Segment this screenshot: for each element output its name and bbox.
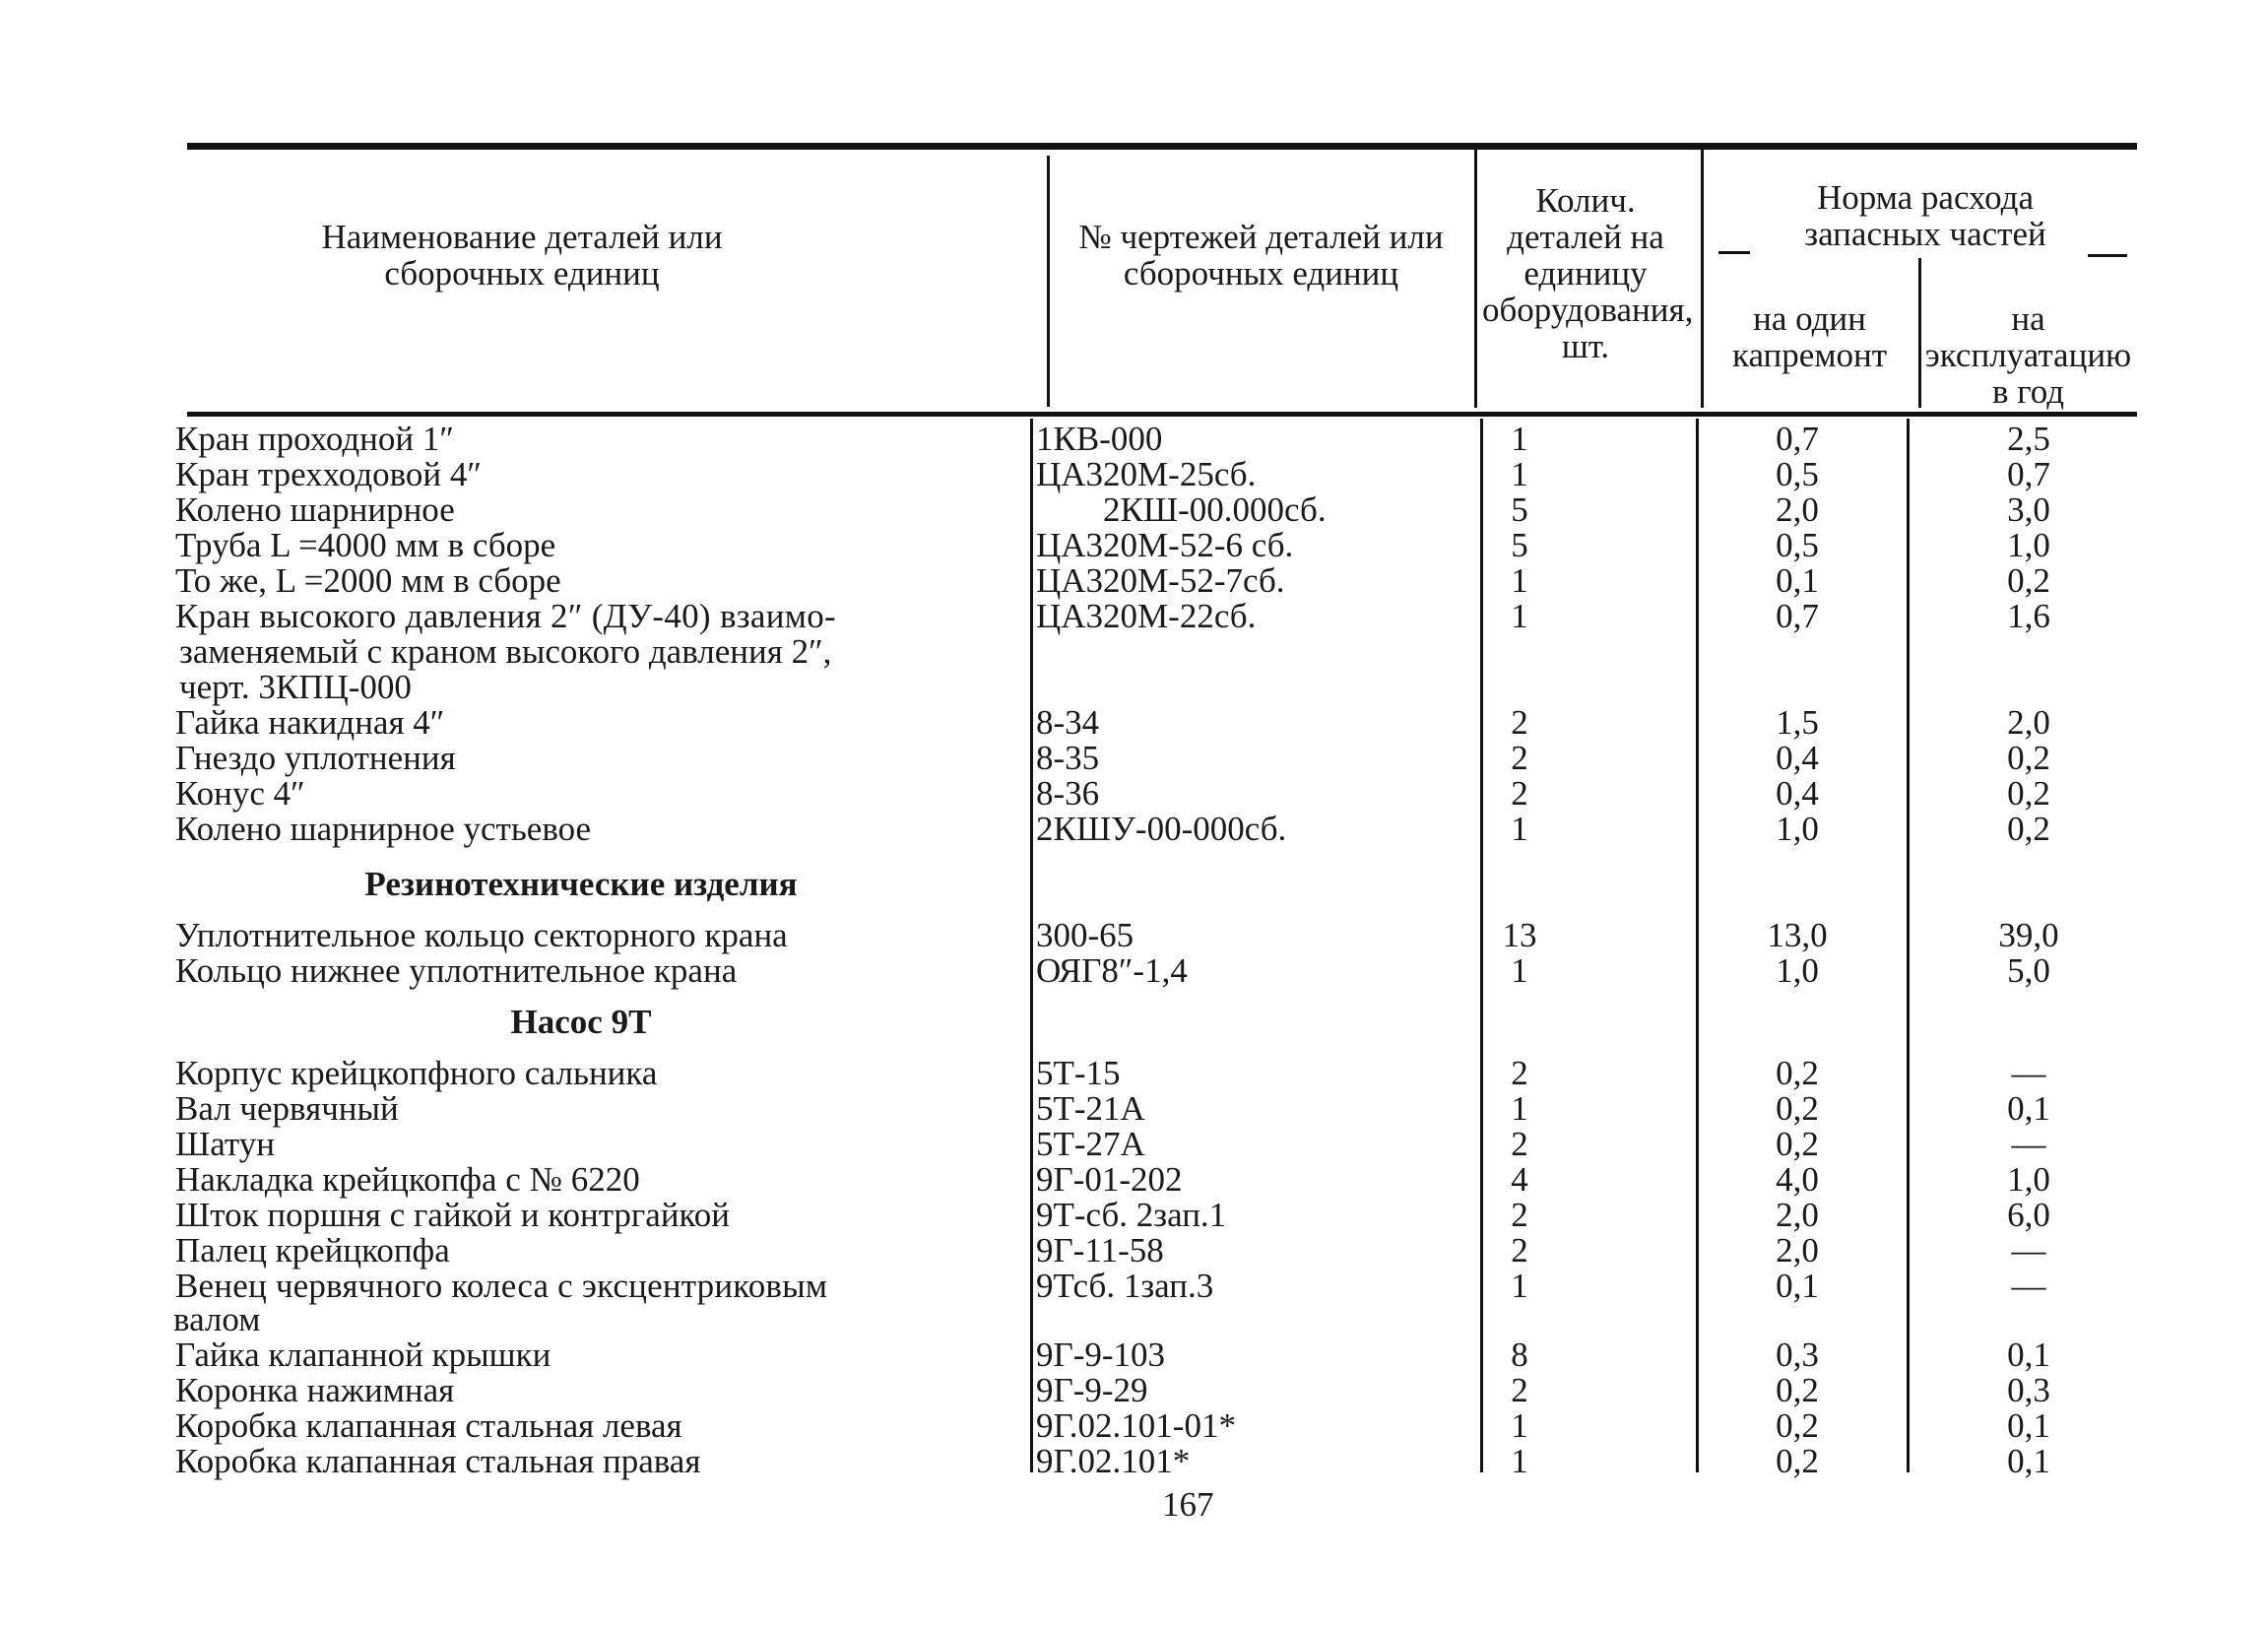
quantity: 1	[1511, 1442, 1528, 1480]
drawing-number: 9Г-01-202	[1036, 1160, 1183, 1199]
norm-header-rule-left	[1718, 251, 1750, 254]
norm-per-year: 5,0	[2007, 951, 2050, 990]
part-name: То же, L =2000 мм в сборе	[175, 561, 561, 600]
quantity: 2	[1511, 774, 1528, 813]
norm-per-year: 0,1	[2007, 1089, 2050, 1128]
quantity: 2	[1511, 1125, 1528, 1163]
page-number: 167	[1162, 1485, 1214, 1524]
norm-per-repair: 0,2	[1776, 1442, 1819, 1480]
drawing-number: 300-65	[1036, 916, 1134, 954]
quantity: 1	[1511, 1267, 1528, 1305]
drawing-number: 9Г.02.101*	[1036, 1442, 1191, 1480]
norm-per-repair: 1,5	[1776, 703, 1819, 742]
table-row	[0, 1337, 2268, 1373]
norm-per-year: —	[2011, 1125, 2046, 1163]
table-row	[0, 563, 2268, 599]
header-per-repair: на один капремонт	[1732, 299, 1887, 374]
norm-per-repair: 0,2	[1776, 1125, 1819, 1163]
quantity: 1	[1511, 561, 1528, 600]
header-divider-4	[1918, 258, 1921, 408]
drawing-number: ОЯГ8″-1,4	[1036, 951, 1188, 990]
part-name: Конус 4″	[175, 774, 305, 813]
part-name: Шток поршня с гайкой и контргайкой	[175, 1196, 731, 1234]
norm-per-year: 0,2	[2007, 739, 2050, 777]
norm-per-year: 0,1	[2007, 1442, 2050, 1480]
drawing-number: ЦА320М-25сб.	[1036, 455, 1257, 493]
drawing-number: 9Тсб. 1зап.3	[1036, 1267, 1214, 1305]
norm-per-repair: 0,5	[1776, 526, 1819, 564]
quantity: 13	[1502, 916, 1537, 954]
part-name: Кольцо нижнее уплотнительное крана	[175, 951, 738, 990]
part-name: Корпус крейцкопфного сальника	[175, 1054, 658, 1092]
norm-header-rule-right	[2088, 254, 2127, 257]
norm-per-repair: 4,0	[1776, 1160, 1819, 1199]
quantity: 1	[1511, 810, 1528, 848]
norm-per-year: 1,0	[2007, 526, 2050, 564]
part-name: Коробка клапанная стальная левая	[175, 1406, 682, 1445]
part-name: Колено шарнирное устьевое	[175, 810, 592, 848]
quantity: 1	[1511, 420, 1528, 458]
norm-per-year: 0,1	[2007, 1406, 2050, 1445]
norm-per-repair: 2,0	[1776, 490, 1819, 529]
quantity: 2	[1511, 1231, 1528, 1270]
quantity: 5	[1511, 526, 1528, 564]
quantity: 1	[1511, 597, 1528, 635]
table-row	[0, 1091, 2268, 1127]
norm-per-year: 2,0	[2007, 703, 2050, 742]
norm-per-year: 6,0	[2007, 1196, 2050, 1234]
drawing-number: 8-35	[1036, 739, 1100, 777]
norm-per-year: 0,3	[2007, 1371, 2050, 1409]
table-row	[0, 1056, 2268, 1091]
quantity: 2	[1511, 739, 1528, 777]
norm-per-year: 3,0	[2007, 490, 2050, 529]
part-name: Уплотнительное кольцо секторного крана	[175, 916, 788, 954]
part-name: Шатун	[175, 1125, 276, 1163]
part-name: Труба L =4000 мм в сборе	[175, 526, 556, 564]
drawing-number: 2КШУ-00-000сб.	[1036, 810, 1287, 848]
table-row	[0, 1269, 2268, 1304]
header-name: Наименование деталей или сборочных единиц	[321, 218, 723, 293]
norm-per-repair: 0,4	[1776, 774, 1819, 813]
norm-per-repair: 0,2	[1776, 1054, 1819, 1092]
part-name-continuation: заменяемый с краном высокого давления 2″,	[179, 632, 832, 671]
table-row	[0, 1162, 2268, 1198]
drawing-number: 9Г-9-103	[1036, 1336, 1166, 1374]
norm-per-repair: 0,2	[1776, 1371, 1819, 1409]
norm-per-year: 0,2	[2007, 561, 2050, 600]
norm-per-repair: 0,5	[1776, 455, 1819, 493]
norm-per-repair: 2,0	[1776, 1196, 1819, 1234]
header-per-year: на эксплуатацию в год	[1924, 299, 2132, 411]
table-row	[0, 918, 2268, 953]
norm-per-repair: 0,2	[1776, 1406, 1819, 1445]
drawing-number: ЦА320М-52-6 сб.	[1036, 526, 1294, 564]
norm-per-year: 0,7	[2007, 455, 2050, 493]
drawing-number: 9Г-11-58	[1036, 1231, 1164, 1270]
quantity: 5	[1511, 490, 1528, 529]
drawing-number: 9Г.02.101-01*	[1036, 1406, 1236, 1445]
header-divider-2	[1474, 150, 1477, 408]
table-row	[0, 1198, 2268, 1233]
norm-per-year: —	[2011, 1267, 2046, 1305]
norm-per-repair: 2,0	[1776, 1231, 1819, 1270]
drawing-number: 2КШ-00.000сб.	[1103, 490, 1327, 529]
part-name: Палец крейцкопфа	[175, 1231, 450, 1270]
norm-per-repair: 0,7	[1776, 597, 1819, 635]
part-name: Коронка нажимная	[175, 1371, 455, 1409]
table-row	[0, 422, 2268, 457]
norm-per-year: 0,1	[2007, 1336, 2050, 1374]
table-row	[0, 705, 2268, 741]
norm-per-repair: 0,2	[1776, 1089, 1819, 1128]
quantity: 2	[1511, 703, 1528, 742]
part-name: Венец червячного колеса с эксцентриковым	[175, 1267, 828, 1305]
drawing-number: 5Т-27А	[1036, 1125, 1145, 1163]
drawing-number: 5Т-21А	[1036, 1089, 1145, 1128]
norm-per-year: 2,5	[2007, 420, 2050, 458]
part-name: Гайка клапанной крышки	[175, 1336, 551, 1374]
table-row	[0, 528, 2268, 563]
table-row	[0, 953, 2268, 989]
part-name: Колено шарнирное	[175, 490, 455, 529]
part-name-continuation: валом	[173, 1300, 261, 1338]
table-row	[0, 492, 2268, 528]
quantity: 4	[1511, 1160, 1528, 1199]
quantity: 8	[1511, 1336, 1528, 1374]
table-row	[0, 812, 2268, 847]
part-name: Гнездо уплотнения	[175, 739, 456, 777]
part-name: Вал червячный	[175, 1089, 399, 1128]
quantity: 1	[1511, 1406, 1528, 1445]
table-row	[0, 457, 2268, 492]
part-name-continuation: черт. 3КПЦ-000	[179, 668, 412, 706]
quantity: 1	[1511, 455, 1528, 493]
section-heading: Резинотехнические изделия	[364, 865, 798, 903]
quantity: 1	[1511, 1089, 1528, 1128]
table-row	[0, 599, 2268, 634]
table-row	[0, 1444, 2268, 1479]
part-name: Коробка клапанная стальная правая	[175, 1442, 701, 1480]
header-norm: Норма расхода запасных частей	[1804, 178, 2046, 253]
norm-per-repair: 1,0	[1776, 951, 1819, 990]
drawing-number: ЦА320М-52-7сб.	[1036, 561, 1285, 600]
header-divider-1	[1047, 156, 1050, 407]
norm-per-repair: 1,0	[1776, 810, 1819, 848]
drawing-number: 8-36	[1036, 774, 1100, 813]
drawing-number: 1КВ-000	[1036, 420, 1163, 458]
norm-per-repair: 0,1	[1776, 1267, 1819, 1305]
norm-per-year: 0,2	[2007, 774, 2050, 813]
part-name: Кран трехходовой 4″	[175, 455, 482, 493]
table-top-rule	[187, 143, 2137, 150]
part-name: Гайка накидная 4″	[175, 703, 445, 742]
norm-per-year: 39,0	[1998, 916, 2059, 954]
header-bottom-rule	[187, 412, 2137, 417]
norm-per-year: —	[2011, 1054, 2046, 1092]
norm-per-repair: 0,7	[1776, 420, 1819, 458]
table-row	[0, 1373, 2268, 1408]
table-row	[0, 1127, 2268, 1162]
drawing-number: 9Т-сб. 2зап.1	[1036, 1196, 1227, 1234]
part-name: Кран проходной 1″	[175, 420, 454, 458]
norm-per-repair: 13,0	[1767, 916, 1828, 954]
norm-per-year: 0,2	[2007, 810, 2050, 848]
norm-per-year: 1,0	[2007, 1160, 2050, 1199]
quantity: 2	[1511, 1054, 1528, 1092]
part-name: Кран высокого давления 2″ (ДУ-40) взаимо-	[175, 597, 836, 635]
table-row	[0, 741, 2268, 776]
drawing-number: 8-34	[1036, 703, 1100, 742]
norm-per-repair: 0,3	[1776, 1336, 1819, 1374]
quantity: 2	[1511, 1371, 1528, 1409]
norm-per-repair: 0,4	[1776, 739, 1819, 777]
norm-per-year: —	[2011, 1231, 2046, 1270]
drawing-number: ЦА320М-22сб.	[1036, 597, 1257, 635]
table-row	[0, 776, 2268, 812]
section-heading: Насос 9Т	[510, 1003, 652, 1041]
norm-per-repair: 0,1	[1776, 561, 1819, 600]
drawing-number: 5Т-15	[1036, 1054, 1121, 1092]
norm-per-year: 1,6	[2007, 597, 2050, 635]
table-row	[0, 1408, 2268, 1444]
quantity: 1	[1511, 951, 1528, 990]
header-drawing: № чертежей деталей или сборочных единиц	[1078, 218, 1444, 293]
drawing-number: 9Г-9-29	[1036, 1371, 1148, 1409]
quantity: 2	[1511, 1196, 1528, 1234]
part-name: Накладка крейцкопфа с № 6220	[175, 1160, 640, 1199]
header-qty: Колич. деталей на единицу оборудования, шт.	[1482, 181, 1694, 365]
table-row	[0, 1233, 2268, 1269]
